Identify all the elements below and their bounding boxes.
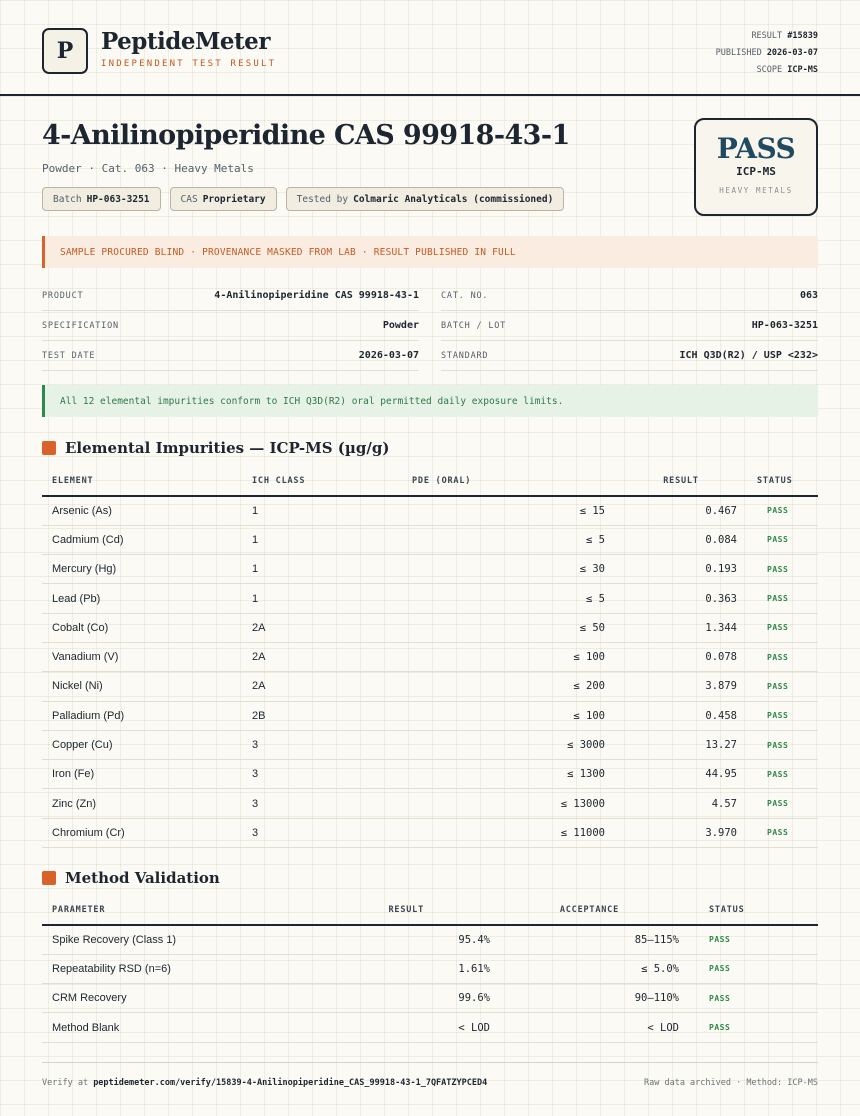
element-cell: Cadmium (Cd) <box>42 525 242 554</box>
table-row <box>42 701 818 730</box>
brand-name: PeptideMeter <box>101 28 270 55</box>
val-status-cell: PASS <box>689 1013 818 1042</box>
col-acceptance: ACCEPTANCE <box>500 896 689 925</box>
page-subtitle: Powder · Cat. 063 · Heavy Metals <box>42 162 254 175</box>
batch-chip: Batch HP-063-3251 <box>42 187 161 211</box>
pde-cell: ≤ 100 <box>402 701 615 730</box>
ich-class-cell: 3 <box>242 730 402 759</box>
val-status-cell: PASS <box>689 925 818 954</box>
info-row-cat-no: CAT. NO. 063 <box>441 281 818 311</box>
result-cell: 0.458 <box>615 701 747 730</box>
stamp-category: HEAVY METALS <box>719 186 793 195</box>
val-status-cell: PASS <box>689 954 818 983</box>
pde-cell: ≤ 30 <box>402 555 615 584</box>
pde-cell: ≤ 200 <box>402 672 615 701</box>
ich-class-cell: 1 <box>242 525 402 554</box>
parameter-cell: Method Blank <box>42 1013 300 1042</box>
col-val-result: RESULT <box>300 896 500 925</box>
table-row <box>42 1013 818 1042</box>
section-marker-icon <box>42 871 56 885</box>
pde-cell: ≤ 1300 <box>402 760 615 789</box>
status-cell: PASS <box>747 672 818 701</box>
impurities-title: Elemental Impurities — ICP-MS (µg/g) <box>65 439 390 457</box>
status-cell: PASS <box>747 525 818 554</box>
table-row <box>42 925 818 954</box>
pass-stamp <box>694 118 818 216</box>
report-meta <box>716 28 818 79</box>
chip-row <box>42 187 564 211</box>
ich-class-cell: 1 <box>242 555 402 584</box>
info-row-test-date: TEST DATE 2026-03-07 <box>42 341 419 371</box>
result-cell: 13.27 <box>615 730 747 759</box>
acceptance-cell: ≤ 5.0% <box>500 954 689 983</box>
impurities-table <box>42 467 818 848</box>
table-row <box>42 760 818 789</box>
result-cell: 0.363 <box>615 584 747 613</box>
table-row <box>42 730 818 759</box>
col-pde: PDE (ORAL) <box>402 467 615 496</box>
ich-class-cell: 1 <box>242 584 402 613</box>
section-marker-icon <box>42 441 56 455</box>
result-cell: 44.95 <box>615 760 747 789</box>
pde-cell: ≤ 5 <box>402 525 615 554</box>
pde-cell: ≤ 15 <box>402 496 615 525</box>
val-result-cell: 95.4% <box>300 925 500 954</box>
result-cell: 1.344 <box>615 613 747 642</box>
validation-title: Method Validation <box>65 869 220 887</box>
tested-by-chip: Tested by Colmaric Analyticals (commissioned) <box>286 187 565 211</box>
info-row-specification: SPECIFICATION Powder <box>42 311 419 341</box>
status-cell: PASS <box>747 496 818 525</box>
val-result-cell: < LOD <box>300 1013 500 1042</box>
provenance-notice: SAMPLE PROCURED BLIND · PROVENANCE MASKED FROM LAB · RESULT PUBLISHED IN FULL <box>42 236 818 268</box>
parameter-cell: CRM Recovery <box>42 984 300 1013</box>
element-cell: Iron (Fe) <box>42 760 242 789</box>
col-parameter: PARAMETER <box>42 896 300 925</box>
brand-tagline: INDEPENDENT TEST RESULT <box>101 59 277 69</box>
brand-logo: P <box>42 28 88 74</box>
meta-published: PUBLISHED 2026-03-07 <box>715 48 818 58</box>
element-cell: Chromium (Cr) <box>42 818 242 847</box>
val-result-cell: 1.61% <box>300 954 500 983</box>
result-cell: 0.078 <box>615 642 747 671</box>
pde-cell: ≤ 50 <box>402 613 615 642</box>
meta-result: RESULT #15839 <box>751 31 818 41</box>
pde-cell: ≤ 11000 <box>402 818 615 847</box>
cas-chip: CAS Proprietary <box>170 187 277 211</box>
status-cell: PASS <box>747 642 818 671</box>
impurities-section-heading <box>42 439 389 457</box>
table-row <box>42 672 818 701</box>
verify-text: Verify at peptidemeter.com/verify/15839-4-Anilinopiperidine_CAS_99918-43-1_7QFATZYPCED4 <box>42 1078 488 1088</box>
table-row <box>42 984 818 1013</box>
element-cell: Zinc (Zn) <box>42 789 242 818</box>
info-row-product: PRODUCT 4-Anilinopiperidine CAS 99918-43-1 <box>42 281 419 311</box>
table-row <box>42 642 818 671</box>
footer-archive-note: Raw data archived · Method: ICP-MS <box>644 1078 818 1088</box>
stamp-verdict: PASS <box>716 132 796 165</box>
info-row-standard: STANDARD ICH Q3D(R2) / USP <232> <box>441 341 818 371</box>
stamp-method: ICP-MS <box>736 165 776 178</box>
element-cell: Arsenic (As) <box>42 496 242 525</box>
acceptance-cell: 85–115% <box>500 925 689 954</box>
pde-cell: ≤ 13000 <box>402 789 615 818</box>
status-cell: PASS <box>747 730 818 759</box>
status-cell: PASS <box>747 818 818 847</box>
status-cell: PASS <box>747 555 818 584</box>
col-element: ELEMENT <box>42 467 242 496</box>
ich-class-cell: 3 <box>242 789 402 818</box>
ich-class-cell: 2A <box>242 672 402 701</box>
verify-link[interactable]: peptidemeter.com/verify/15839-4-Anilinopiperidine_CAS_99918-43-1_7QFATZYPCED4 <box>93 1078 488 1088</box>
result-cell: 0.084 <box>615 525 747 554</box>
table-row <box>42 496 818 525</box>
val-status-cell: PASS <box>689 984 818 1013</box>
element-cell: Nickel (Ni) <box>42 672 242 701</box>
parameter-cell: Repeatability RSD (n=6) <box>42 954 300 983</box>
element-cell: Vanadium (V) <box>42 642 242 671</box>
page-title: 4-Anilinopiperidine CAS 99918-43-1 <box>42 120 570 151</box>
result-cell: 0.467 <box>615 496 747 525</box>
table-row <box>42 584 818 613</box>
element-cell: Copper (Cu) <box>42 730 242 759</box>
table-row <box>42 555 818 584</box>
element-cell: Mercury (Hg) <box>42 555 242 584</box>
validation-section-heading <box>42 869 220 887</box>
ich-class-cell: 2B <box>242 701 402 730</box>
report-header <box>0 0 860 96</box>
table-row <box>42 818 818 847</box>
element-cell: Palladium (Pd) <box>42 701 242 730</box>
result-cell: 3.879 <box>615 672 747 701</box>
val-result-cell: 99.6% <box>300 984 500 1013</box>
table-row <box>42 613 818 642</box>
info-grid-left <box>42 281 419 371</box>
ich-class-cell: 3 <box>242 818 402 847</box>
info-grid-right <box>441 281 818 371</box>
parameter-cell: Spike Recovery (Class 1) <box>42 925 300 954</box>
meta-scope: SCOPE ICP-MS <box>756 65 818 75</box>
element-cell: Lead (Pb) <box>42 584 242 613</box>
col-status: STATUS <box>747 467 818 496</box>
pde-cell: ≤ 5 <box>402 584 615 613</box>
status-cell: PASS <box>747 701 818 730</box>
ich-class-cell: 3 <box>242 760 402 789</box>
acceptance-cell: < LOD <box>500 1013 689 1042</box>
element-cell: Cobalt (Co) <box>42 613 242 642</box>
validation-table <box>42 896 818 1043</box>
validation-header-row <box>42 896 818 925</box>
ich-class-cell: 1 <box>242 496 402 525</box>
table-row <box>42 525 818 554</box>
pde-cell: ≤ 100 <box>402 642 615 671</box>
conformance-notice: All 12 elemental impurities conform to ICH Q3D(R2) oral permitted daily exposure limits. <box>42 385 818 417</box>
table-row <box>42 954 818 983</box>
result-cell: 3.970 <box>615 818 747 847</box>
ich-class-cell: 2A <box>242 642 402 671</box>
result-cell: 4.57 <box>615 789 747 818</box>
col-val-status: STATUS <box>689 896 818 925</box>
result-cell: 0.193 <box>615 555 747 584</box>
table-row <box>42 789 818 818</box>
impurities-header-row <box>42 467 818 496</box>
status-cell: PASS <box>747 789 818 818</box>
pde-cell: ≤ 3000 <box>402 730 615 759</box>
status-cell: PASS <box>747 584 818 613</box>
footer-divider <box>42 1062 818 1063</box>
status-cell: PASS <box>747 613 818 642</box>
info-row-batch-lot: BATCH / LOT HP-063-3251 <box>441 311 818 341</box>
col-ich-class: ICH CLASS <box>242 467 402 496</box>
col-result: RESULT <box>615 467 747 496</box>
status-cell: PASS <box>747 760 818 789</box>
acceptance-cell: 90–110% <box>500 984 689 1013</box>
ich-class-cell: 2A <box>242 613 402 642</box>
